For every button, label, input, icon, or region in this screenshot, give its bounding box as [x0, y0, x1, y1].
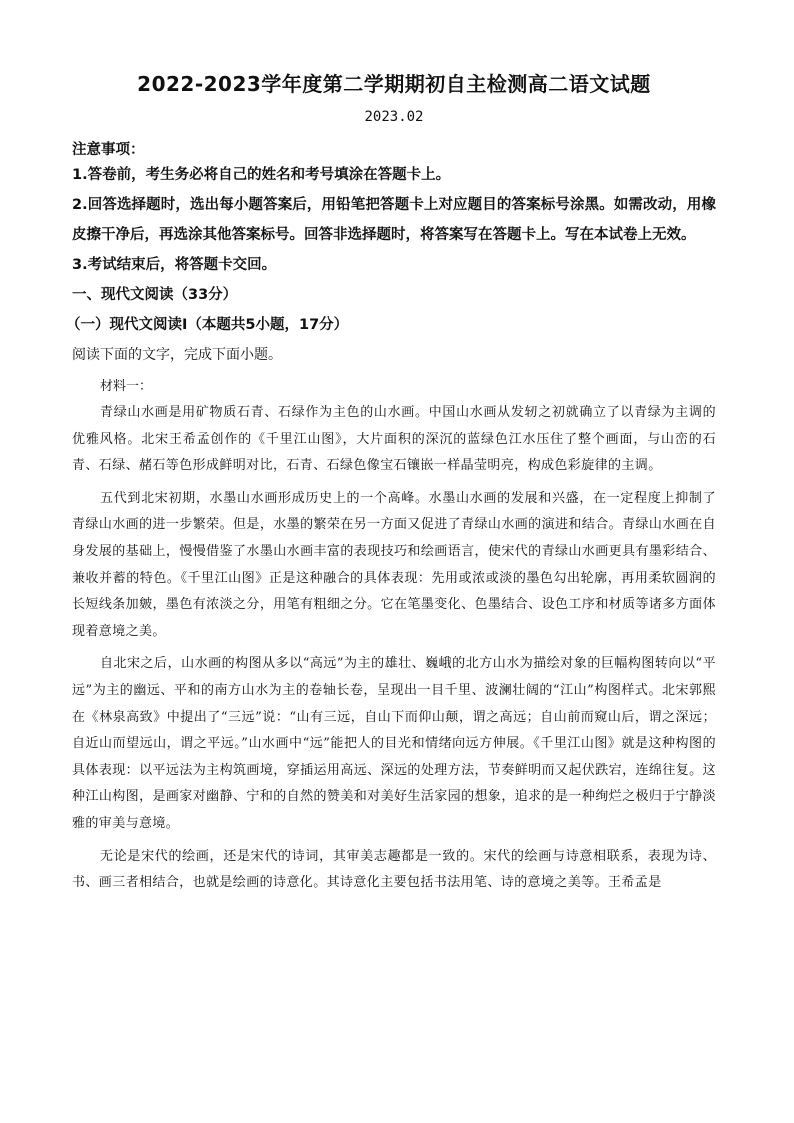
exam-date: 2023.02	[364, 109, 424, 125]
subsection-heading: （一）现代文阅读Ⅰ（本题共5小题，17分）	[66, 317, 349, 333]
notice-item-3: 3.考试结束后，将答题卡交回。	[72, 257, 277, 273]
notice-heading: 注意事项：	[72, 142, 145, 158]
passage-paragraph-2: 五代到北宋初期，水墨山水画形成历史上的一个高峰。水墨山水画的发展和兴盛，在一定程度上抑制了青绿山水画的进一步繁荣。但是，水墨的繁荣在另一方面又促进了青绿山水画的演进和结合。青绿山水画在自身发展的基础上，慢慢借鉴了水墨山水画丰富的表现技巧和绘画语言，使宋代的青绿山水画更具有墨彩结合、兼收并蓄的特色。《千里江山图》正是这种融合的具体表现：先用或浓或淡的墨色勾出轮廓，再用柔软圆润的长短线条加皴，墨色有浓淡之分，用笔有粗细之分。它在笔墨变化、色墨结合、设色工序和材质等诸多方面体现着意境之美。	[72, 490, 716, 639]
notice-item-1: 1.答卷前，考生务必将自己的姓名和考号填涂在答题卡上。	[72, 167, 451, 183]
passage-paragraph-3: 自北宋之后，山水画的构图从多以“高远”为主的雄壮、巍峨的北方山水为描绘对象的巨幅构图转向以“平远”为主的幽远、平和的南方山水为主的卷轴长卷，呈现出一目千里、波澜壮阔的“江山”构图样式。北宋郭熙在《林泉高致》中提出了“三远”说：“山有三远，自山下而仰山颠，谓之高远；自山前而窥山后，谓之深远；自近山而望远山，谓之平远。”山水画中“远”能把人的目光和情绪向远方伸展。《千里江山图》就是这种构图的具体表现：以平远法为主构筑画境，穿插运用高远、深远的处理方法，节奏鲜明而又起伏跌宕，连绵往复。这种江山构图，是画家对幽静、宁和的自然的赞美和对美好生活家园的想象，追求的是一种绚烂之极归于宁静淡雅的审美与意境。	[72, 656, 716, 831]
reading-instruction: 阅读下面的文字，完成下面小题。	[72, 347, 282, 363]
material-label: 材料一：	[100, 379, 153, 394]
passage-paragraph-4: 无论是宋代的绘画，还是宋代的诗词，其审美志趣都是一致的。宋代的绘画与诗意相联系，表现为诗、书、画三者相结合，也就是绘画的诗意化。其诗意化主要包括书法用笔、诗的意境之美等。王希孟是	[72, 848, 716, 891]
notice-item-2: 2.回答选择题时，选出每小题答案后，用铅笔把答题卡上对应题目的答案标号涂黑。如需改动，用橡皮擦干净后，再选涂其他答案标号。回答非选择题时，将答案写在答题卡上。写在本试卷上无效。	[72, 197, 716, 243]
section-heading: 一、现代文阅读（33分）	[72, 287, 238, 303]
passage-paragraph-1: 青绿山水画是用矿物质石青、石绿作为主色的山水画。中国山水画从发轫之初就确立了以青绿为主调的优雅风格。北宋王希孟创作的《千里江山图》，大片面积的深沉的蓝绿色江水压住了整个画面，与山峦的石青、石绿、赭石等色形成鲜明对比，石青、石绿色像宝石镶嵌一样晶莹明亮，构成色彩旋律的主调。	[72, 405, 716, 474]
exam-title: 2022-2023学年度第二学期期初自主检测高二语文试题	[137, 72, 651, 96]
